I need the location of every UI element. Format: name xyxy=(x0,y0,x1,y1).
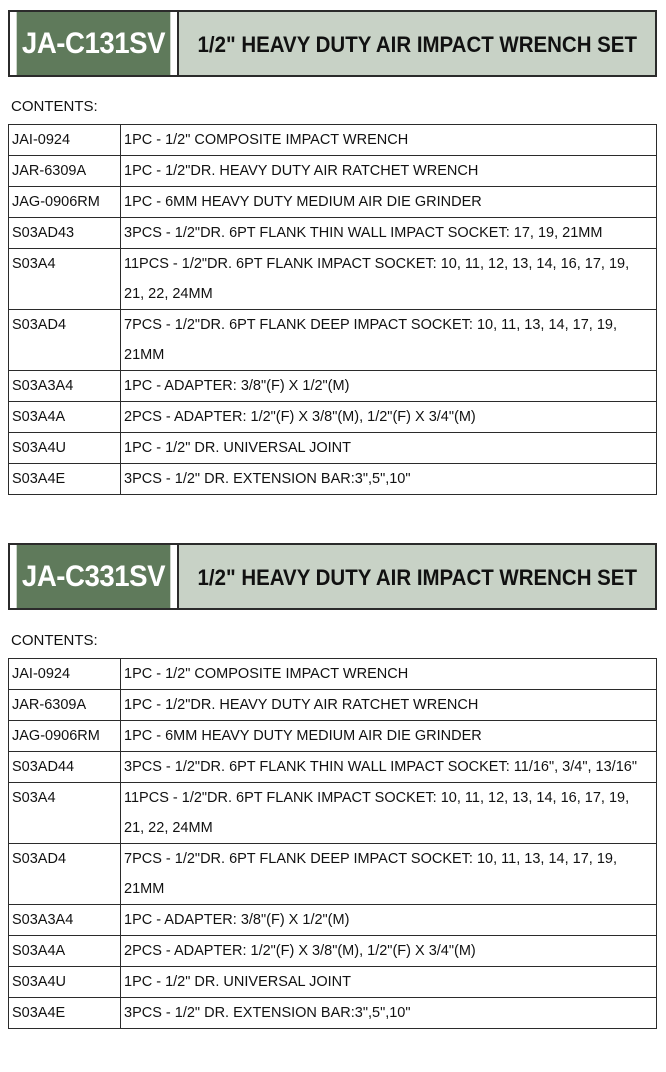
part-number: S03A3A4 xyxy=(9,905,121,936)
part-description: 11PCS - 1/2"DR. 6PT FLANK IMPACT SOCKET: 10, 11, 12, 13, 14, 16, 17, 19, 21, 22, 24MM xyxy=(121,249,657,310)
table-row xyxy=(9,249,657,310)
part-description: 1PC - 1/2" COMPOSITE IMPACT WRENCH xyxy=(121,659,657,690)
part-description: 7PCS - 1/2"DR. 6PT FLANK DEEP IMPACT SOCKET: 10, 11, 13, 14, 17, 19, 21MM xyxy=(121,310,657,371)
part-description: 3PCS - 1/2"DR. 6PT FLANK THIN WALL IMPACT SOCKET: 17, 19, 21MM xyxy=(121,218,657,249)
set-title-text: 1/2" HEAVY DUTY AIR IMPACT WRENCH SET xyxy=(197,32,637,57)
part-number: S03A4U xyxy=(9,433,121,464)
part-description: 1PC - ADAPTER: 3/8"(F) X 1/2"(M) xyxy=(121,371,657,402)
part-number: JAG-0906RM xyxy=(9,721,121,752)
set-title-text: 1/2" HEAVY DUTY AIR IMPACT WRENCH SET xyxy=(197,565,637,590)
table-row xyxy=(9,752,657,783)
part-description: 1PC - ADAPTER: 3/8"(F) X 1/2"(M) xyxy=(121,905,657,936)
table-row xyxy=(9,156,657,187)
table-row xyxy=(9,998,657,1029)
set-code: JA-C331SV xyxy=(17,545,171,608)
table-row xyxy=(9,905,657,936)
contents-label: CONTENTS: xyxy=(11,632,98,649)
part-number: S03AD4 xyxy=(9,310,121,371)
part-number: JAR-6309A xyxy=(9,156,121,187)
part-description: 1PC - 1/2" COMPOSITE IMPACT WRENCH xyxy=(121,125,657,156)
table-row xyxy=(9,310,657,371)
part-number: S03AD43 xyxy=(9,218,121,249)
set-title xyxy=(179,12,655,75)
table-row xyxy=(9,967,657,998)
part-description: 2PCS - ADAPTER: 1/2"(F) X 3/8"(M), 1/2"(F) X 3/4"(M) xyxy=(121,936,657,967)
part-number: S03AD44 xyxy=(9,752,121,783)
table-row xyxy=(9,721,657,752)
part-description: 7PCS - 1/2"DR. 6PT FLANK DEEP IMPACT SOCKET: 10, 11, 13, 14, 17, 19, 21MM xyxy=(121,844,657,905)
part-number: S03A4A xyxy=(9,402,121,433)
table-row xyxy=(9,783,657,844)
parts-table xyxy=(8,658,657,1029)
table-row xyxy=(9,218,657,249)
part-description: 11PCS - 1/2"DR. 6PT FLANK IMPACT SOCKET: 10, 11, 12, 13, 14, 16, 17, 19, 21, 22, 24MM xyxy=(121,783,657,844)
part-number: S03A3A4 xyxy=(9,371,121,402)
part-number: S03A4U xyxy=(9,967,121,998)
table-row xyxy=(9,690,657,721)
part-number: S03A4A xyxy=(9,936,121,967)
part-number: JAI-0924 xyxy=(9,659,121,690)
contents-label: CONTENTS: xyxy=(11,98,98,115)
part-number: JAI-0924 xyxy=(9,125,121,156)
table-row xyxy=(9,936,657,967)
part-description: 3PCS - 1/2" DR. EXTENSION BAR:3",5",10" xyxy=(121,464,657,495)
table-row xyxy=(9,402,657,433)
table-row xyxy=(9,659,657,690)
part-description: 1PC - 6MM HEAVY DUTY MEDIUM AIR DIE GRINDER xyxy=(121,187,657,218)
table-row xyxy=(9,464,657,495)
set-header xyxy=(8,10,657,77)
set-code: JA-C131SV xyxy=(17,12,171,75)
part-number: S03A4 xyxy=(9,783,121,844)
set-title xyxy=(179,545,655,608)
part-description: 3PCS - 1/2" DR. EXTENSION BAR:3",5",10" xyxy=(121,998,657,1029)
part-description: 2PCS - ADAPTER: 1/2"(F) X 3/8"(M), 1/2"(F) X 3/4"(M) xyxy=(121,402,657,433)
parts-table xyxy=(8,124,657,495)
set-header xyxy=(8,543,657,610)
table-row xyxy=(9,187,657,218)
part-number: S03A4E xyxy=(9,464,121,495)
part-description: 3PCS - 1/2"DR. 6PT FLANK THIN WALL IMPACT SOCKET: 11/16", 3/4", 13/16" xyxy=(121,752,657,783)
part-number: S03A4E xyxy=(9,998,121,1029)
table-row xyxy=(9,433,657,464)
part-description: 1PC - 1/2"DR. HEAVY DUTY AIR RATCHET WRENCH xyxy=(121,156,657,187)
part-number: JAG-0906RM xyxy=(9,187,121,218)
part-description: 1PC - 6MM HEAVY DUTY MEDIUM AIR DIE GRINDER xyxy=(121,721,657,752)
part-number: S03A4 xyxy=(9,249,121,310)
table-row xyxy=(9,125,657,156)
part-number: JAR-6309A xyxy=(9,690,121,721)
part-number: S03AD4 xyxy=(9,844,121,905)
part-description: 1PC - 1/2" DR. UNIVERSAL JOINT xyxy=(121,433,657,464)
part-description: 1PC - 1/2"DR. HEAVY DUTY AIR RATCHET WRENCH xyxy=(121,690,657,721)
part-description: 1PC - 1/2" DR. UNIVERSAL JOINT xyxy=(121,967,657,998)
table-row xyxy=(9,844,657,905)
table-row xyxy=(9,371,657,402)
